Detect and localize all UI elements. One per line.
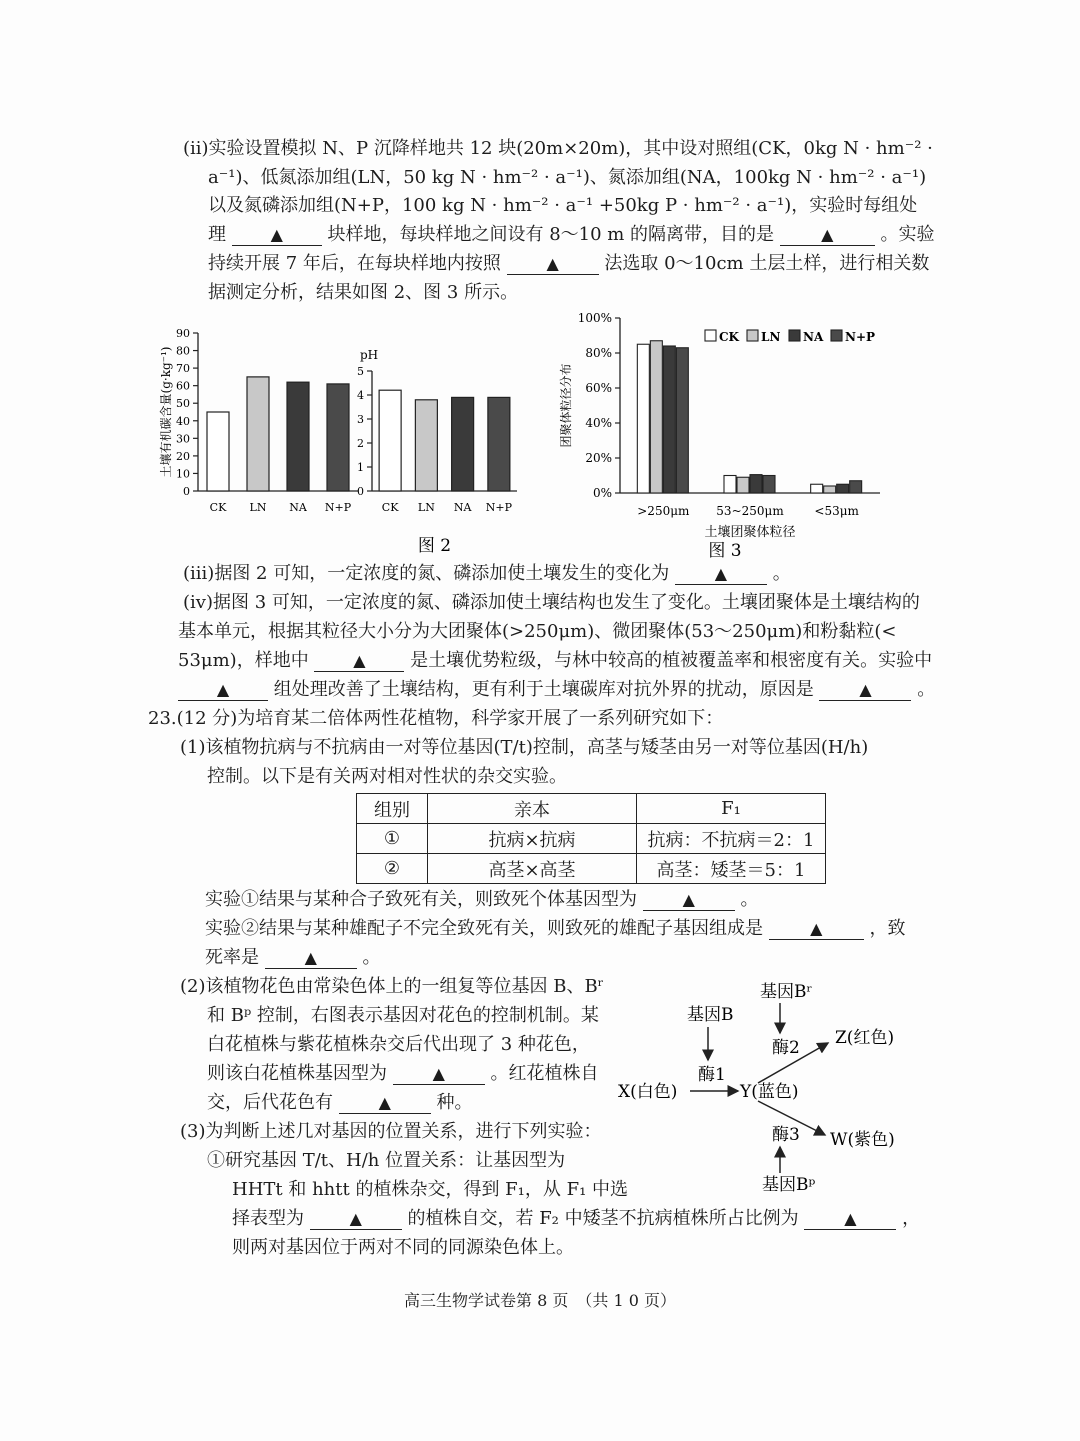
x-tick-label: CK bbox=[209, 501, 227, 514]
y-tick-label: 90 bbox=[176, 327, 190, 340]
question-heading: 23.(12 分)为培育某二倍体两性花植物，科学家开展了一系列研究如下： bbox=[148, 708, 724, 729]
bar-npp bbox=[850, 481, 862, 493]
bar-ln bbox=[247, 377, 269, 491]
y-tick-label: 80 bbox=[176, 344, 190, 358]
text-line: HHTt 和 hhtt 的植株杂交，得到 F₁，从 F₁ 中选 bbox=[232, 1179, 629, 1200]
legend-swatch bbox=[747, 330, 758, 341]
y-axis-label: pH bbox=[360, 348, 379, 362]
y-tick-label: 10 bbox=[176, 467, 190, 481]
y-tick-label: 4 bbox=[357, 389, 364, 402]
text-line: a⁻¹)、低氮添加组(LN，50 kg N · hm⁻² · a⁻¹)、氮添加组(NA，100kg N · hm⁻² · a⁻¹) bbox=[208, 167, 927, 188]
bar-ln bbox=[737, 477, 749, 493]
y-axis-label: 土壤有机碳含量(g·kg⁻¹) bbox=[159, 346, 173, 478]
text-line: 持续开展 7 年后，在每块样地内按照 ▲ 法选取 0～10cm 土层土样，进行相关数 bbox=[208, 253, 930, 274]
answer-blank[interactable]: ▲ bbox=[339, 1093, 431, 1114]
x-tick-label: CK bbox=[381, 501, 399, 514]
bar-ln bbox=[415, 400, 437, 491]
x-tick-label: <53μm bbox=[814, 504, 859, 518]
bar-ck bbox=[724, 476, 736, 494]
legend-label: CK bbox=[719, 330, 739, 344]
answer-blank[interactable]: ▲ bbox=[232, 225, 322, 246]
text-line: 以及氮磷添加组(N+P，100 kg N · hm⁻² · a⁻¹ +50kg P · hm⁻² · a⁻¹)，实验时每组处 bbox=[208, 195, 918, 216]
y-tick-label: 0 bbox=[183, 485, 190, 498]
y-tick-label: 60% bbox=[585, 381, 612, 395]
bar-ln bbox=[824, 486, 836, 493]
answer-blank[interactable]: ▲ bbox=[178, 680, 268, 701]
figure-caption: 图 3 bbox=[708, 541, 742, 561]
text-line: 和 Bᵖ 控制，右图表示基因对花色的控制机制。某 bbox=[207, 1005, 599, 1026]
answer-blank[interactable]: ▲ bbox=[819, 680, 911, 701]
flower-color-pathway-diagram bbox=[610, 975, 930, 1205]
figure-caption: 图 2 bbox=[417, 536, 452, 556]
legend-label: NA bbox=[803, 330, 824, 344]
enzyme2-label: 酶2 bbox=[772, 1038, 800, 1058]
y-tick-label: 40 bbox=[176, 414, 190, 428]
legend-label: N+P bbox=[845, 330, 876, 344]
y-tick-label: 5 bbox=[357, 365, 364, 378]
cross-experiment-table bbox=[356, 793, 826, 884]
y-axis-label: 团聚体粒径分布 bbox=[559, 363, 573, 448]
x-tick-label: NA bbox=[289, 501, 307, 514]
bar-na bbox=[750, 475, 762, 493]
x-tick-label: NA bbox=[453, 501, 472, 514]
table-header: 亲本 bbox=[428, 794, 637, 824]
text-line: ①研究基因 T/t、H/h 位置关系：让基因型为 bbox=[207, 1150, 566, 1171]
text-line: 实验①结果与某种合子致死有关，则致死个体基因型为 ▲ 。 bbox=[205, 889, 759, 910]
table-cell: 抗病×抗病 bbox=[428, 824, 637, 854]
answer-blank[interactable]: ▲ bbox=[675, 564, 767, 585]
gene-br-label: 基因Bʳ bbox=[760, 982, 813, 1002]
text-line: ▲ 组处理改善了土壤结构，更有利于土壤碳库对抗外界的扰动，原因是 ▲ 。 bbox=[178, 678, 935, 702]
enzyme3-label: 酶3 bbox=[772, 1125, 800, 1145]
enzyme1-label: 酶1 bbox=[698, 1065, 726, 1085]
page-footer: 高三生物学试卷第 8 页 （共 1 0 页） bbox=[404, 1291, 676, 1310]
text-line: 控制。以下是有关两对相对性状的杂交实验。 bbox=[207, 766, 567, 787]
table-row bbox=[357, 854, 826, 884]
table-cell: 高茎×高茎 bbox=[428, 854, 637, 884]
text-line: 死率是 ▲ 。 bbox=[205, 947, 381, 968]
x-tick-label: N+P bbox=[324, 501, 352, 514]
bar-ck bbox=[207, 412, 229, 491]
answer-blank[interactable]: ▲ bbox=[310, 1209, 402, 1230]
y-tick-label: 20% bbox=[585, 451, 612, 465]
y-tick-label: 70 bbox=[176, 362, 190, 376]
text-line: 理 ▲ 块样地，每块样地之间设有 8～10 m 的隔离带，目的是 ▲ 。实验 bbox=[208, 224, 935, 245]
answer-blank[interactable]: ▲ bbox=[804, 1209, 896, 1230]
bar-ck bbox=[379, 390, 401, 491]
text-line: 择表型为 ▲ 的植株自交，若 F₂ 中矮茎不抗病植株所占比例为 ▲ ， bbox=[232, 1208, 921, 1229]
y-tick-label: 80% bbox=[585, 346, 612, 360]
x-tick-label: LN bbox=[249, 501, 267, 514]
text-line: 实验②结果与某种雄配子不完全致死有关，则致死的雄配子基因组成是 ▲ ，致 bbox=[205, 918, 906, 939]
text-line: (iii)据图 2 可知，一定浓度的氮、磷添加使土壤发生的变化为 ▲ 。 bbox=[183, 563, 791, 584]
text-line: (iv)据图 3 可知，一定浓度的氮、磷添加使土壤结构也发生了变化。土壤团聚体是土壤结构的 bbox=[183, 592, 920, 613]
table-cell: ② bbox=[357, 854, 428, 884]
y-tick-label: 50 bbox=[176, 397, 190, 411]
bar-npp bbox=[327, 384, 349, 491]
answer-blank[interactable]: ▲ bbox=[507, 254, 599, 275]
bar-na bbox=[287, 382, 309, 491]
text-line: (1)该植物抗病与不抗病由一对等位基因(T/t)控制，高茎与矮茎由另一对等位基因(H/h) bbox=[180, 737, 869, 758]
gene-bp-label: 基因Bᵖ bbox=[762, 1175, 816, 1195]
table-cell: ① bbox=[357, 824, 428, 854]
y-tick-label: 40% bbox=[585, 416, 612, 430]
table-cell: 高茎：矮茎＝5：1 bbox=[637, 854, 826, 884]
text-line: 则两对基因位于两对不同的同源染色体上。 bbox=[232, 1237, 574, 1258]
bar-na bbox=[452, 397, 474, 491]
text-line: (3)为判断上述几对基因的位置关系，进行下列实验： bbox=[180, 1121, 602, 1142]
table-row bbox=[357, 824, 826, 854]
bar-npp bbox=[676, 348, 688, 493]
bar-npp bbox=[488, 397, 510, 491]
text-line: (2)该植物花色由常染色体上的一组复等位基因 B、Bʳ bbox=[180, 976, 604, 997]
w-purple-label: W(紫色) bbox=[830, 1130, 895, 1150]
text-line: 交，后代花色有 ▲ 种。 bbox=[207, 1092, 473, 1113]
text-line: 53μm)，样地中 ▲ 是土壤优势粒级，与林中较高的植被覆盖率和根密度有关。实验中 bbox=[178, 650, 933, 671]
y-tick-label: 100% bbox=[577, 311, 612, 325]
bar-npp bbox=[763, 476, 775, 494]
text-line: 据测定分析，结果如图 2、图 3 所示。 bbox=[208, 282, 519, 303]
bar-ln bbox=[650, 341, 662, 493]
gene-b-label: 基因B bbox=[687, 1005, 734, 1025]
y-tick-label: 3 bbox=[357, 413, 364, 426]
x-tick-label: N+P bbox=[485, 501, 512, 514]
bar-ck bbox=[811, 484, 823, 493]
y-tick-label: 0% bbox=[592, 486, 612, 500]
table-header: F₁ bbox=[637, 794, 826, 824]
table-header: 组别 bbox=[357, 794, 428, 824]
z-red-label: Z(红色) bbox=[835, 1028, 895, 1048]
answer-blank[interactable]: ▲ bbox=[780, 225, 875, 246]
table-cell: 抗病：不抗病＝2：1 bbox=[637, 824, 826, 854]
answer-blank[interactable]: ▲ bbox=[314, 651, 404, 672]
bar-na bbox=[837, 484, 849, 493]
bar-ck bbox=[637, 344, 649, 493]
y-tick-label: 20 bbox=[176, 449, 190, 463]
y-tick-label: 30 bbox=[176, 432, 190, 446]
answer-blank[interactable]: ▲ bbox=[265, 948, 357, 969]
legend-swatch bbox=[831, 330, 842, 341]
y-blue-label: Y(蓝色) bbox=[740, 1082, 799, 1102]
x-tick-label: LN bbox=[417, 501, 435, 514]
legend-swatch bbox=[705, 330, 716, 341]
legend-swatch bbox=[789, 330, 800, 341]
y-tick-label: 0 bbox=[357, 485, 364, 498]
text-line: 白花植株与紫花植株杂交后代出现了 3 种花色， bbox=[207, 1034, 590, 1055]
x-tick-label: 53~250μm bbox=[716, 504, 784, 518]
answer-blank[interactable]: ▲ bbox=[643, 890, 735, 911]
answer-blank[interactable]: ▲ bbox=[393, 1064, 485, 1085]
y-tick-label: 60 bbox=[176, 379, 190, 393]
answer-blank[interactable]: ▲ bbox=[769, 919, 864, 940]
text-line: 基本单元，根据其粒径大小分为大团聚体(>250μm)、微团聚体(53～250μm)和粉黏粒(< bbox=[178, 621, 897, 642]
x-axis-label: 土壤团聚体粒径 bbox=[704, 525, 796, 540]
text-line: 则该白花植株基因型为 ▲ 。红花植株自 bbox=[207, 1063, 599, 1084]
figure-2-3 bbox=[150, 305, 910, 570]
x-tick-label: >250μm bbox=[637, 504, 690, 518]
bar-na bbox=[663, 346, 675, 493]
x-white-label: X(白色) bbox=[618, 1082, 678, 1102]
legend-label: LN bbox=[761, 330, 781, 344]
text-line: (ii)实验设置模拟 N、P 沉降样地共 12 块(20m×20m)，其中设对照组(CK，0kg N · hm⁻² · bbox=[183, 138, 933, 159]
y-tick-label: 2 bbox=[357, 437, 364, 450]
y-tick-label: 1 bbox=[357, 461, 364, 474]
